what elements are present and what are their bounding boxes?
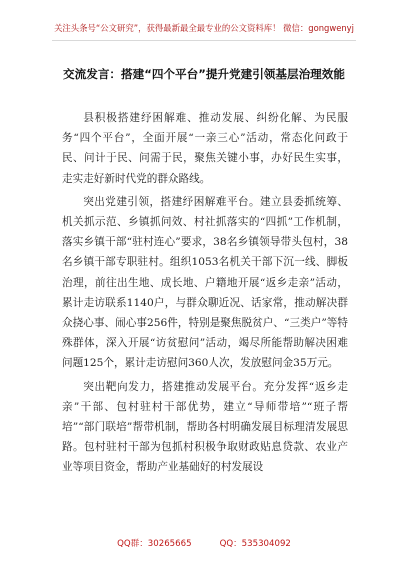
header-divider xyxy=(52,40,356,41)
paragraph: 突出靶向发力，搭建推动发展平台。充分发挥“返乡走亲”干部、包村驻村干部优势，建立“导师带培”“班子帮培”“部门联培”帮带机制，帮助各村明确发展目标理清发展思路。包村驻村干部为包抓村积极争取财政贴息贷款、农业产业等项目资金，帮助产业基础好的村发展设 xyxy=(62,380,348,474)
document-body xyxy=(62,108,348,481)
footer-contact xyxy=(0,537,408,549)
document-title: 交流发言：搭建“四个平台”提升党建引领基层治理效能 xyxy=(63,67,345,81)
footer-qq: QQ：535304092 xyxy=(219,539,291,549)
paragraph: 县积极搭建纾困解难、推动发展、纠纷化解、为民服务“四个平台”，全面开展“一亲三心”活动，常态化问政于民、问计于民、问需于民，聚焦关键小事，办好民生实事，走实走好新时代党的群众路线。 xyxy=(62,112,348,185)
header-promo-note: 关注头条号“公文研究”，获得最新最全最专业的公文资料库！ 微信：gongwenyj xyxy=(54,23,354,33)
footer-qq-group: QQ群：30265665 xyxy=(117,539,192,549)
paragraph: 突出党建引领，搭建纾困解难平台。建立县委抓统筹、机关抓示范、乡镇抓问效、村社抓落实的“四抓”工作机制，落实乡镇干部“驻村连心”要求，38名乡镇领导带头包村，38名乡镇干部专职驻村。组织1053名机关干部下沉一线、脚板治理，前往出生地、成长地、户籍地开展“返乡走亲”活动，累计走访联系1140户，与群众聊近况、话家常，推动解决群众挠心事、闹心事256件，特别是聚焦脱贫户、“三类户”等特殊群体，深入开展“访贫慰问”活动，竭尽所能帮助解决困难问题125个，累计走访慰问360人次，发放慰问金35万元。 xyxy=(62,195,348,370)
